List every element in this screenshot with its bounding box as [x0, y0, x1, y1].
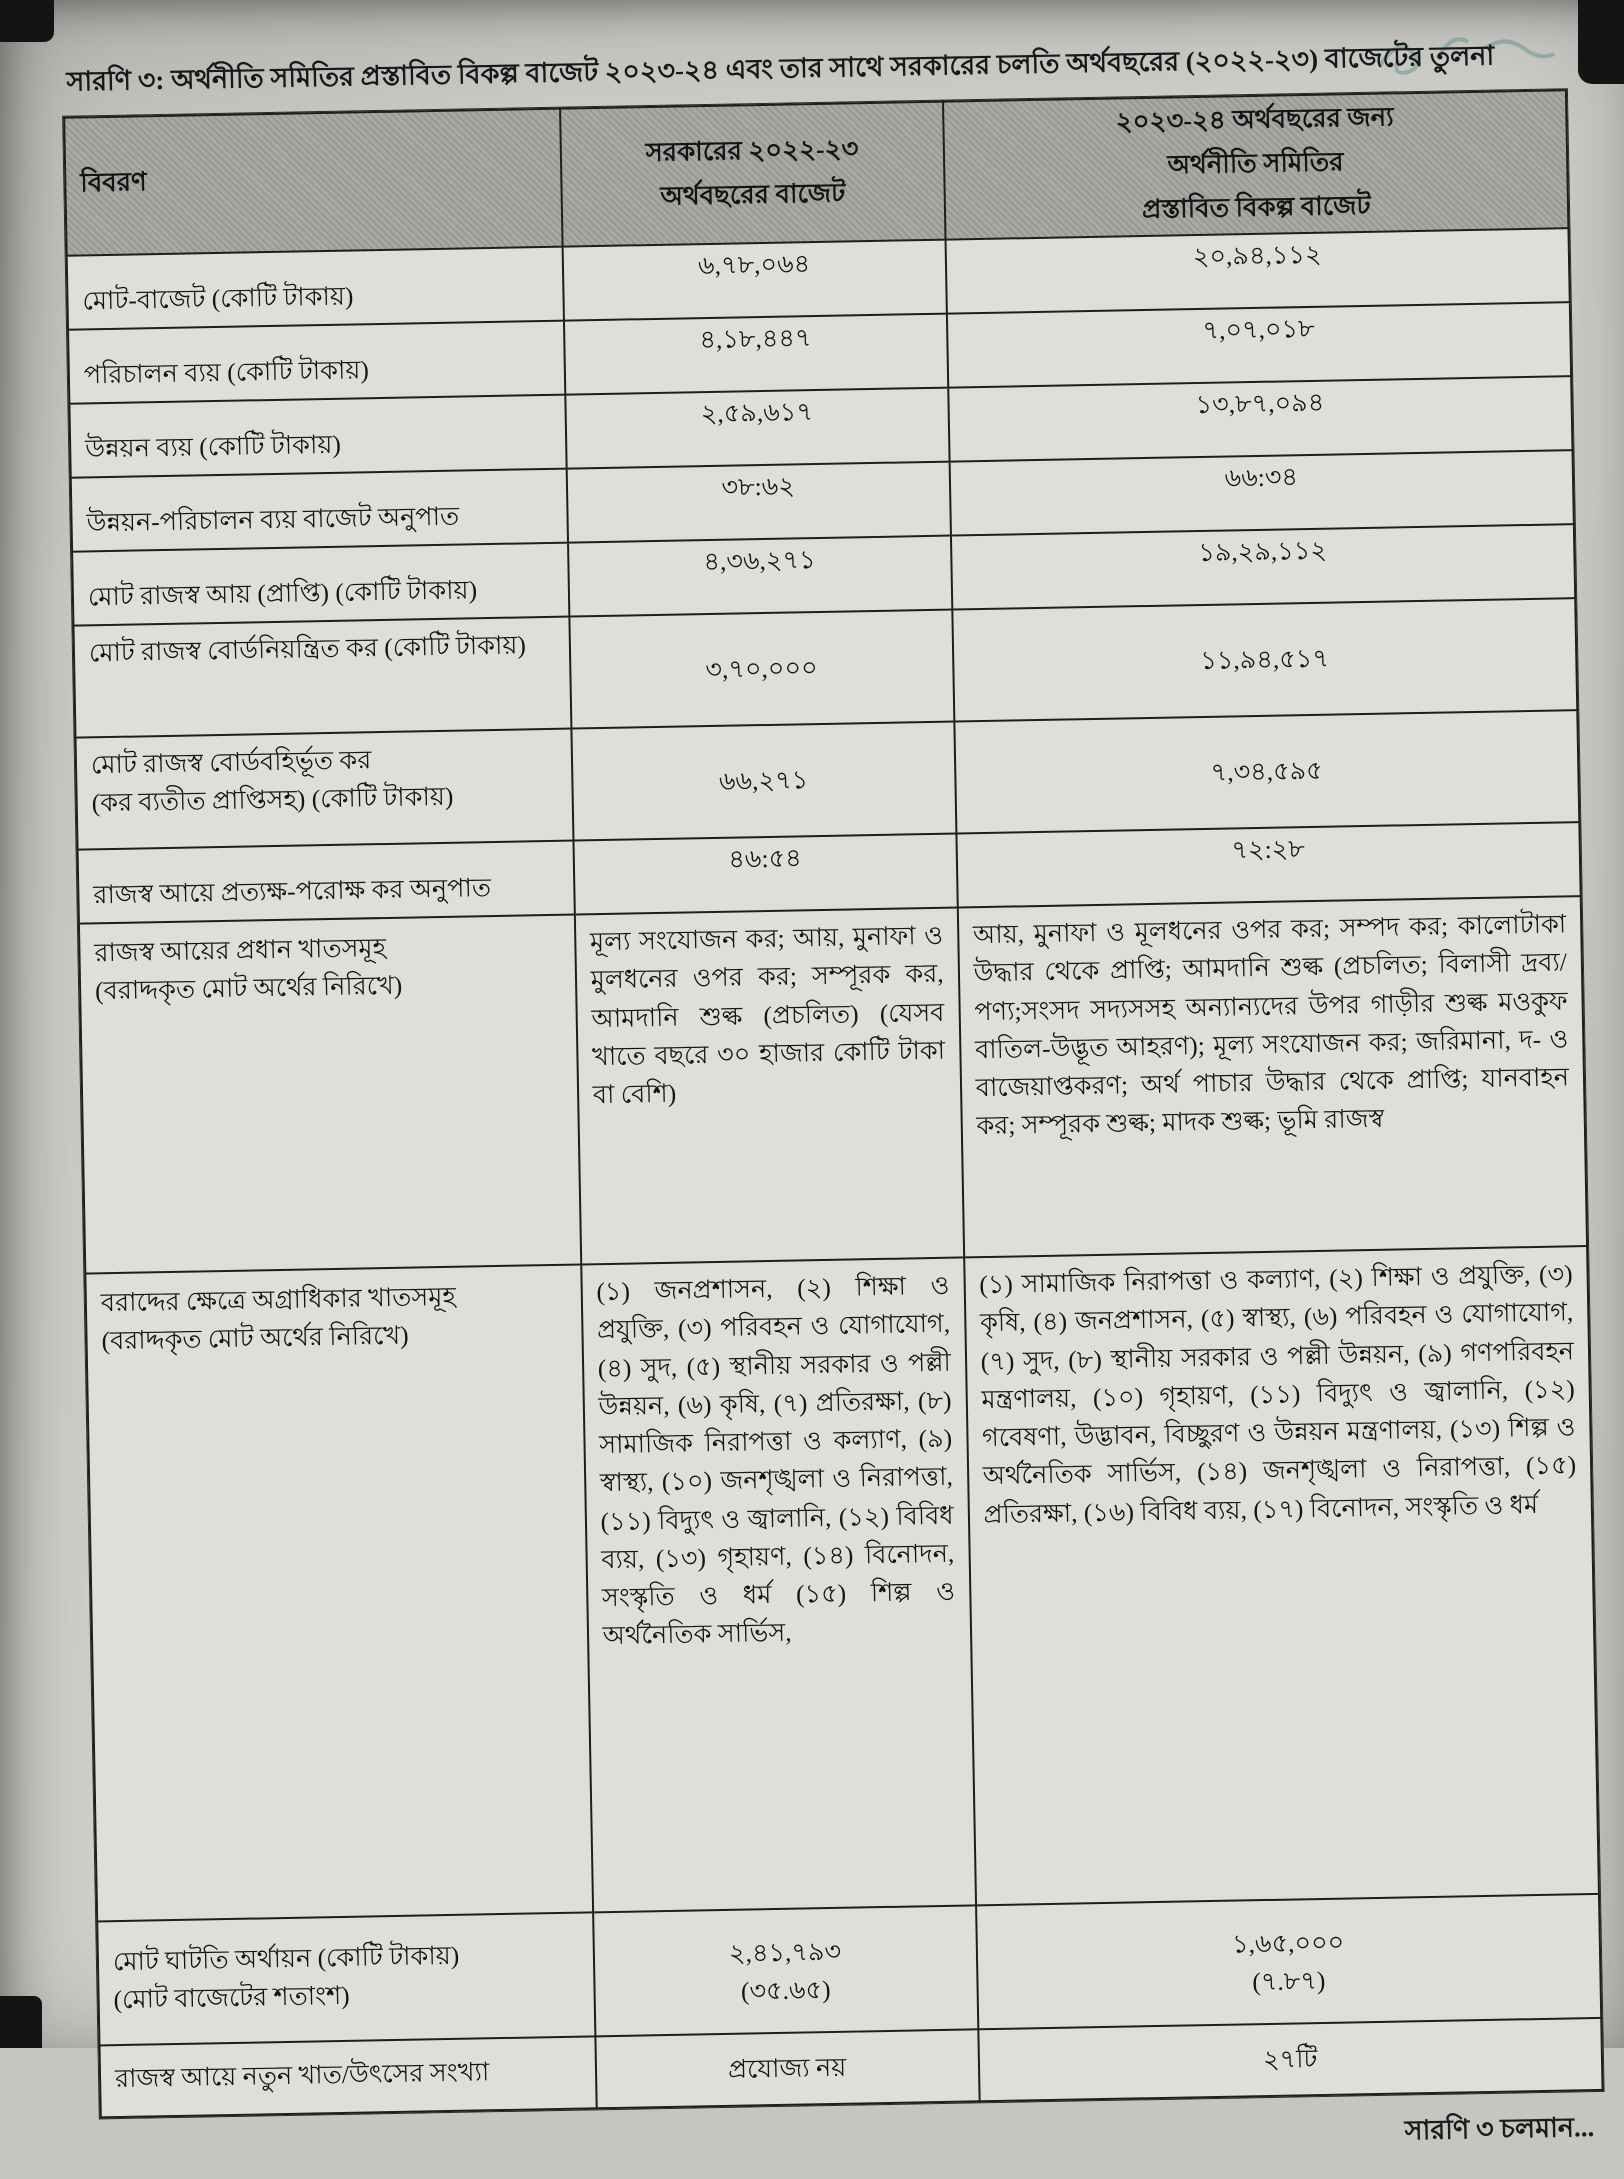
- proposed-2023-24-value: ৭,০৭,০১৮: [947, 302, 1572, 387]
- proposed-2023-24-value: ১,৬৫,০০০ (৭.৮৭): [976, 1894, 1602, 2029]
- row-label: মোট রাজস্ব বোর্ডনিয়ন্ত্রিত কর (কোটি টাকায়): [73, 617, 571, 738]
- proposed-2023-24-value: ৭,৩৪,৫৯৫: [954, 710, 1579, 833]
- table-continuation-note: সারণি ৩ চলমান...: [1404, 2112, 1595, 2146]
- govt-2022-23-value: ৬৬,২৭১: [571, 722, 956, 841]
- proposed-2023-24-value: ১১,৯৪,৫১৭: [952, 598, 1577, 721]
- proposed-2023-24-value: (১) সামাজিক নিরাপত্তা ও কল্যাণ, (২) শিক্ষা ও প্রযুক্তি, (৩) কৃষি, (৪) জনপ্রশাসন, (৫) স্বাস্থ্য, (৬) পরিবহন ও যোগাযোগ, (৭) সুদ, (৮) স্থানীয় সরকার ও পল্লী উন্নয়ন, (৯) গণপরিবহন মন্ত্রণালয়, (১০) গৃহায়ণ, (১১) বিদ্যুৎ ও জ্বালানি, (১২) গবেষণা, উদ্ভাবন, বিচ্ছুরণ ও উন্নয়ন মন্ত্রণালয়, (১৩) শিল্প ও অর্থনৈতিক সার্ভিস, (১৪) জনশৃঙ্খলা ও নিরাপত্তা, (১৫) প্রতিরক্ষা, (১৬) বিবিধ ব্যয়, (১৭) বিনোদন, সংস্কৃতি ও ধর্ম: [964, 1246, 1599, 1905]
- govt-2022-23-value: ৬,৭৮,০৬৪: [562, 240, 946, 321]
- govt-2022-23-value: মূল্য সংযোজন কর; আয়, মুনাফা ও মুলধনের ওপর কর; সম্পূরক কর, আমদানি শুল্ক (প্রচলিত) (যেসব খাতে বছরে ৩০ হাজার কোটি টাকা বা বেশি): [574, 908, 963, 1265]
- row-label: বরাদ্দের ক্ষেত্রে অগ্রাধিকার খাতসমূহ (বরাদ্দকৃত মোট অর্থের নিরিখে): [85, 1264, 592, 1921]
- row-label: রাজস্ব আয়ের প্রধান খাতসমূহ (বরাদ্দকৃত মোট অর্থের নিরিখে): [79, 915, 581, 1274]
- document-sheet: [62, 34, 1605, 2179]
- row-label: মোট-বাজেট (কোটি টাকায়): [67, 247, 564, 330]
- govt-2022-23-value: প্রযোজ্য নয়: [595, 2029, 979, 2108]
- col-header-description: বিবরণ: [64, 109, 562, 256]
- govt-2022-23-value: ৪,৩৬,২৭১: [568, 536, 952, 617]
- govt-2022-23-value: ২,৫৯,৬১৭: [565, 388, 949, 469]
- proposed-2023-24-value: ১৯,২৯,১১২: [951, 524, 1576, 609]
- govt-2022-23-value: ৪,১৮,৪৪৭: [564, 314, 948, 395]
- proposed-2023-24-value: ২৭টি: [978, 2018, 1603, 2101]
- proposed-2023-24-value: আয়, মুনাফা ও মূলধনের ওপর কর; সম্পদ কর; কালোটাকা উদ্ধার থেকে প্রাপ্তি; আমদানি শুল্ক (প্রচলিত; বিলাসী দ্রব্য/পণ্য;সংসদ সদ্যসসহ অন্যান্যদের উপর গাড়ীর শুল্ক মওকুফ বাতিল-উদ্ভূত আহরণ); মূল্য সংযোজন কর; জরিমানা, দ- ও বাজেয়াপ্তকরণ; অর্থ পাচার উদ্ধার থেকে প্রাপ্তি; যানবাহন কর; সম্পূরক শুল্ক; মাদক শুল্ক; ভূমি রাজস্ব: [957, 896, 1587, 1257]
- table-header: [64, 90, 1568, 256]
- scan-corner-mark-top-right: [1578, 0, 1624, 84]
- row-label: মোট রাজস্ব বোর্ডবহির্ভূত কর (কর ব্যতীত প্রাপ্তিসহ) (কোটি টাকায়): [76, 729, 574, 850]
- table-row-main-revenue-sectors: [79, 896, 1587, 1273]
- govt-2022-23-value: ৩৮:৬২: [566, 462, 950, 543]
- proposed-2023-24-value: ২০,৯৪,১১২: [945, 228, 1570, 313]
- proposed-2023-24-value: ১৩,৮৭,০৯৪: [948, 376, 1573, 461]
- row-label: উন্নয়ন ব্যয় (কোটি টাকায়): [69, 395, 566, 478]
- col-header-govt-budget: সরকারের ২০২২-২৩ অর্থবছরের বাজেট: [560, 102, 945, 247]
- table-row-priority-allocation-sectors: [85, 1246, 1599, 1921]
- row-label: পরিচালন ব্যয় (কোটি টাকায়): [68, 321, 565, 404]
- row-label: মোট রাজস্ব আয় (প্রাপ্তি) (কোটি টাকায়): [72, 543, 569, 626]
- table-body: [67, 228, 1603, 2117]
- row-label: মোট ঘাটতি অর্থায়ন (কোটি টাকায়) (মোট বাজেটের শতাংশ): [97, 1912, 595, 2045]
- govt-2022-23-value: (১) জনপ্রশাসন, (২) শিক্ষা ও প্রযুক্তি, (৩) পরিবহন ও যোগাযোগ, (৪) সুদ, (৫) স্থানীয় সরকার ও পল্লী উন্নয়ন, (৬) কৃষি, (৭) প্রতিরক্ষা, (৮) সামাজিক নিরাপত্তা ও কল্যাণ, (৯) স্বাস্থ্য, (১০) জনশৃঙ্খলা ও নিরাপত্তা, (১১) বিদ্যুৎ ও জ্বালানি, (১২) বিবিধ ব্যয়, (১৩) গৃহায়ণ, (১৪) বিনোদন, সংস্কৃতি ও ধর্ম (১৫) শিল্প ও অর্থনৈতিক সার্ভিস,: [581, 1257, 976, 1912]
- header-row: [64, 90, 1568, 256]
- scan-corner-mark-bottom-left: [0, 1996, 42, 2048]
- proposed-2023-24-value: ৭২:২৮: [956, 822, 1581, 907]
- budget-comparison-table: [63, 89, 1603, 2118]
- govt-2022-23-value: ৪৬:৫৪: [573, 834, 957, 915]
- row-label: রাজস্ব আয়ে প্রত্যক্ষ-পরোক্ষ কর অনুপাত: [78, 841, 575, 924]
- col-header-proposed-budget: ২০২৩-২৪ অর্থবছরের জন্য অর্থনীতি সমিতির প্রস্তাবিত বিকল্প বাজেট: [943, 90, 1569, 239]
- table-title: সারণি ৩: অর্থনীতি সমিতির প্রস্তাবিত বিকল্প বাজেট ২০২৩-২৪ এবং তার সাথে সরকারের চলতি অর্থবছরের (২০২২-২৩) বাজেটের তুলনা: [66, 40, 1495, 97]
- scan-corner-mark-top-left: [0, 0, 54, 42]
- govt-2022-23-value: ২,৪১,৭৯৩ (৩৫.৬৫): [593, 1905, 978, 2036]
- proposed-2023-24-value: ৬৬:৩৪: [949, 450, 1574, 535]
- govt-2022-23-value: ৩,৭০,০০০: [569, 610, 954, 729]
- row-label: রাজস্ব আয়ে নতুন খাত/উৎসের সংখ্যা: [99, 2036, 596, 2117]
- row-label: উন্নয়ন-পরিচালন ব্যয় বাজেট অনুপাত: [71, 469, 568, 552]
